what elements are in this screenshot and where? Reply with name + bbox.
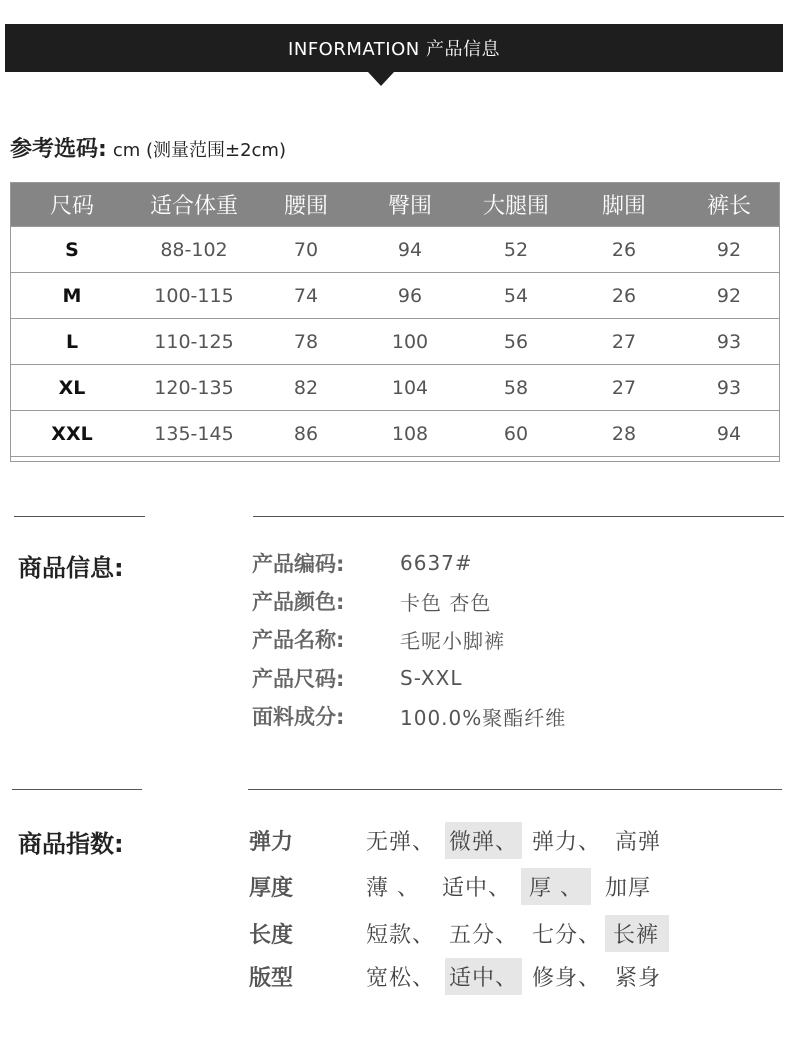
cell-waist: 82 <box>254 365 358 411</box>
index-option: 七分、 <box>532 923 602 948</box>
cell-size: XXL <box>10 411 134 457</box>
info-row-name <box>252 624 505 654</box>
table-row <box>10 273 780 319</box>
cell-length: 92 <box>678 273 780 319</box>
cell-size: XL <box>10 365 134 411</box>
index-option: 适中、 <box>442 876 512 901</box>
info-row-fabric <box>252 701 566 731</box>
col-header-ankle: 脚围 <box>570 182 678 227</box>
cell-length: 94 <box>678 411 780 457</box>
size-table-header-row <box>10 182 780 227</box>
cell-waist: 86 <box>254 411 358 457</box>
info-value: 毛呢小脚裤 <box>400 628 505 653</box>
table-row <box>10 365 780 411</box>
index-option: 高弹 <box>615 830 662 855</box>
info-row-code <box>252 548 473 578</box>
col-header-hip: 臀围 <box>358 182 462 227</box>
cell-weight: 110-125 <box>134 319 254 365</box>
product-index-title: 商品指数: <box>18 830 124 858</box>
index-row-length <box>249 915 675 952</box>
cell-hip: 96 <box>358 273 462 319</box>
index-option-selected: 微弹、 <box>445 822 522 859</box>
info-value: 卡色 杏色 <box>400 590 492 615</box>
cell-waist: 78 <box>254 319 358 365</box>
index-option: 加厚 <box>605 876 652 901</box>
cell-weight: 100-115 <box>134 273 254 319</box>
index-row-fit <box>249 958 671 995</box>
cell-thigh: 52 <box>462 227 570 273</box>
info-value: 6637# <box>400 551 473 575</box>
header-title: INFORMATION 产品信息 <box>288 39 500 60</box>
index-options <box>362 958 671 995</box>
divider-line <box>12 789 142 790</box>
cell-ankle: 26 <box>570 227 678 273</box>
cell-hip: 108 <box>358 411 462 457</box>
cell-waist: 70 <box>254 227 358 273</box>
cell-weight: 88-102 <box>134 227 254 273</box>
index-option: 弹力、 <box>532 830 602 855</box>
cell-size: M <box>10 273 134 319</box>
col-header-waist: 腰围 <box>254 182 358 227</box>
index-options <box>362 868 661 905</box>
cell-thigh: 60 <box>462 411 570 457</box>
cell-weight: 120-135 <box>134 365 254 411</box>
index-label: 弹力 <box>249 830 294 855</box>
table-row <box>10 227 780 273</box>
info-label: 产品尺码: <box>252 667 345 691</box>
index-option-selected: 适中、 <box>445 958 522 995</box>
index-option: 薄 、 <box>366 876 420 901</box>
reference-colon: : <box>98 137 107 162</box>
index-options <box>362 822 671 859</box>
index-row-thickness <box>249 868 661 905</box>
divider-line <box>14 516 145 517</box>
index-option: 修身、 <box>532 966 602 991</box>
info-label: 产品编码: <box>252 552 345 576</box>
index-label: 厚度 <box>249 876 294 901</box>
cell-thigh: 54 <box>462 273 570 319</box>
info-row-color <box>252 586 491 616</box>
info-label: 面料成分: <box>252 705 345 729</box>
reference-label: 参考选码 <box>10 137 99 162</box>
info-label: 产品颜色: <box>252 590 345 614</box>
index-option-selected: 厚 、 <box>521 868 591 905</box>
info-value: S-XXL <box>400 666 463 690</box>
index-option: 宽松、 <box>366 966 436 991</box>
cell-waist: 74 <box>254 273 358 319</box>
index-option: 短款、 <box>366 923 436 948</box>
table-row <box>10 411 780 457</box>
cell-ankle: 26 <box>570 273 678 319</box>
index-option: 五分、 <box>449 923 519 948</box>
cell-length: 93 <box>678 319 780 365</box>
info-label: 产品名称: <box>252 628 345 652</box>
index-label: 版型 <box>249 966 294 991</box>
cell-hip: 104 <box>358 365 462 411</box>
cell-thigh: 58 <box>462 365 570 411</box>
table-row <box>10 319 780 365</box>
product-info-title: 商品信息: <box>18 554 124 582</box>
index-options <box>362 915 675 952</box>
cell-ankle: 27 <box>570 365 678 411</box>
info-value: 100.0%聚酯纤维 <box>400 705 567 730</box>
col-header-weight: 适合体重 <box>134 182 254 227</box>
index-option: 紧身 <box>615 966 662 991</box>
divider-line <box>248 789 782 790</box>
cell-ankle: 27 <box>570 319 678 365</box>
cell-size: L <box>10 319 134 365</box>
index-label: 长度 <box>249 923 294 948</box>
index-option: 无弹、 <box>366 830 436 855</box>
cell-hip: 100 <box>358 319 462 365</box>
size-table <box>10 182 780 457</box>
cell-hip: 94 <box>358 227 462 273</box>
divider-line <box>253 516 784 517</box>
col-header-size: 尺码 <box>10 182 134 227</box>
banner-arrow-icon <box>368 72 394 86</box>
index-row-elasticity <box>249 822 671 859</box>
cell-ankle: 28 <box>570 411 678 457</box>
index-option-selected: 长裤 <box>605 915 669 952</box>
cell-thigh: 56 <box>462 319 570 365</box>
header-banner <box>5 24 783 72</box>
cell-weight: 135-145 <box>134 411 254 457</box>
info-row-size <box>252 663 462 693</box>
reference-note: cm (测量范围±2cm) <box>112 140 286 161</box>
cell-length: 92 <box>678 227 780 273</box>
col-header-length: 裤长 <box>678 182 780 227</box>
col-header-thigh: 大腿围 <box>462 182 570 227</box>
cell-size: S <box>10 227 134 273</box>
reference-line <box>10 132 286 163</box>
cell-length: 93 <box>678 365 780 411</box>
